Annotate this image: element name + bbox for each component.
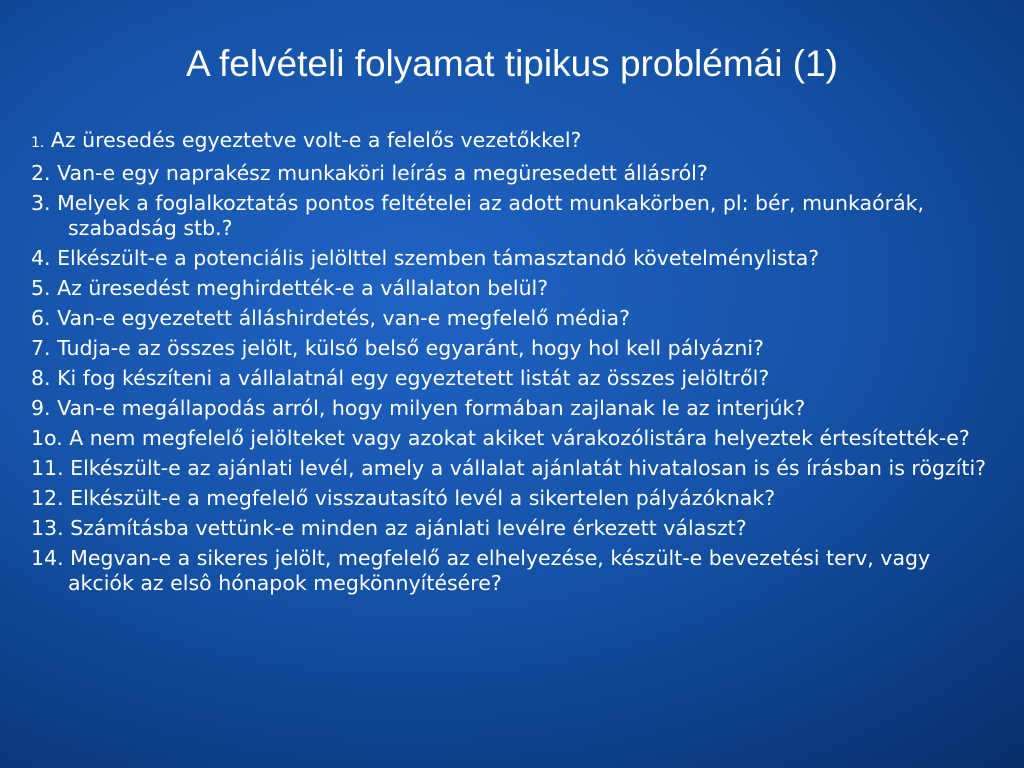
item-text: Elkészült-e az ajánlati levél, amely a vállalat ajánlatát hivatalosan is és írásban is rögzíti? <box>63 456 987 480</box>
question-list <box>31 128 991 601</box>
item-number: 1o. <box>31 426 63 450</box>
item-text: Megvan-e a sikeres jelölt, megfelelő az elhelyezése, készült-e bevezetési terv, vagy akciók az elsô hónapok megkönnyítésére? <box>63 546 931 595</box>
list-item <box>31 456 991 481</box>
item-number: 8. <box>31 366 51 390</box>
item-number: 3. <box>31 191 51 215</box>
list-item <box>31 246 991 271</box>
item-text: Ki fog készíteni a vállalatnál egy egyeztetett listát az összes jelöltről? <box>50 366 770 390</box>
slide-title: A felvételi folyamat tipikus problémái (1) <box>186 43 838 84</box>
item-number: 11. <box>31 456 64 480</box>
item-number: 4. <box>31 246 51 270</box>
item-text: Melyek a foglalkoztatás pontos feltételei az adott munkakörben, pl: bér, munkaórák, szabadság stb.? <box>50 191 925 240</box>
item-number: 12. <box>31 486 64 510</box>
item-number: 14. <box>31 546 64 570</box>
item-text: Elkészült-e a potenciális jelölttel szemben támasztandó követelménylista? <box>50 246 820 270</box>
list-item <box>31 396 991 421</box>
item-text: Van-e egyezetett álláshirdetés, van-e megfelelő média? <box>50 306 630 330</box>
item-text: Számításba vettünk-e minden az ajánlati levélre érkezett választ? <box>63 516 747 540</box>
item-number: 7. <box>31 336 51 360</box>
list-item <box>31 128 991 156</box>
list-item <box>31 161 991 186</box>
item-text: Tudja-e az összes jelölt, külső belső egyaránt, hogy hol kell pályázni? <box>50 336 764 360</box>
item-text: Elkészült-e a megfelelő visszautasító levél a sikertelen pályázóknak? <box>63 486 776 510</box>
item-number: 9. <box>31 396 51 420</box>
list-item <box>31 191 991 241</box>
item-text: Az üresedés egyeztetve volt-e a felelős vezetőkkel? <box>44 128 582 152</box>
item-number: 6. <box>31 306 51 330</box>
list-item <box>31 276 991 301</box>
item-text: Van-e megállapodás arról, hogy milyen formában zajlanak le az interjúk? <box>50 396 806 420</box>
item-text: A nem megfelelő jelölteket vagy azokat akiket várakozólistára helyeztek értesítették-e? <box>62 426 970 450</box>
item-text: Van-e egy naprakész munkaköri leírás a megüresedett állásról? <box>50 161 708 185</box>
item-text: Az üresedést meghirdették-e a vállalaton belül? <box>50 276 549 300</box>
list-item <box>31 486 991 511</box>
item-number: 1. <box>31 135 45 151</box>
list-item <box>31 546 991 596</box>
list-item <box>31 426 991 451</box>
list-item <box>31 306 991 331</box>
list-item <box>31 336 991 361</box>
item-number: 13. <box>31 516 64 540</box>
list-item <box>31 516 991 541</box>
list-item <box>31 366 991 391</box>
item-number: 5. <box>31 276 51 300</box>
item-number: 2. <box>31 161 51 185</box>
